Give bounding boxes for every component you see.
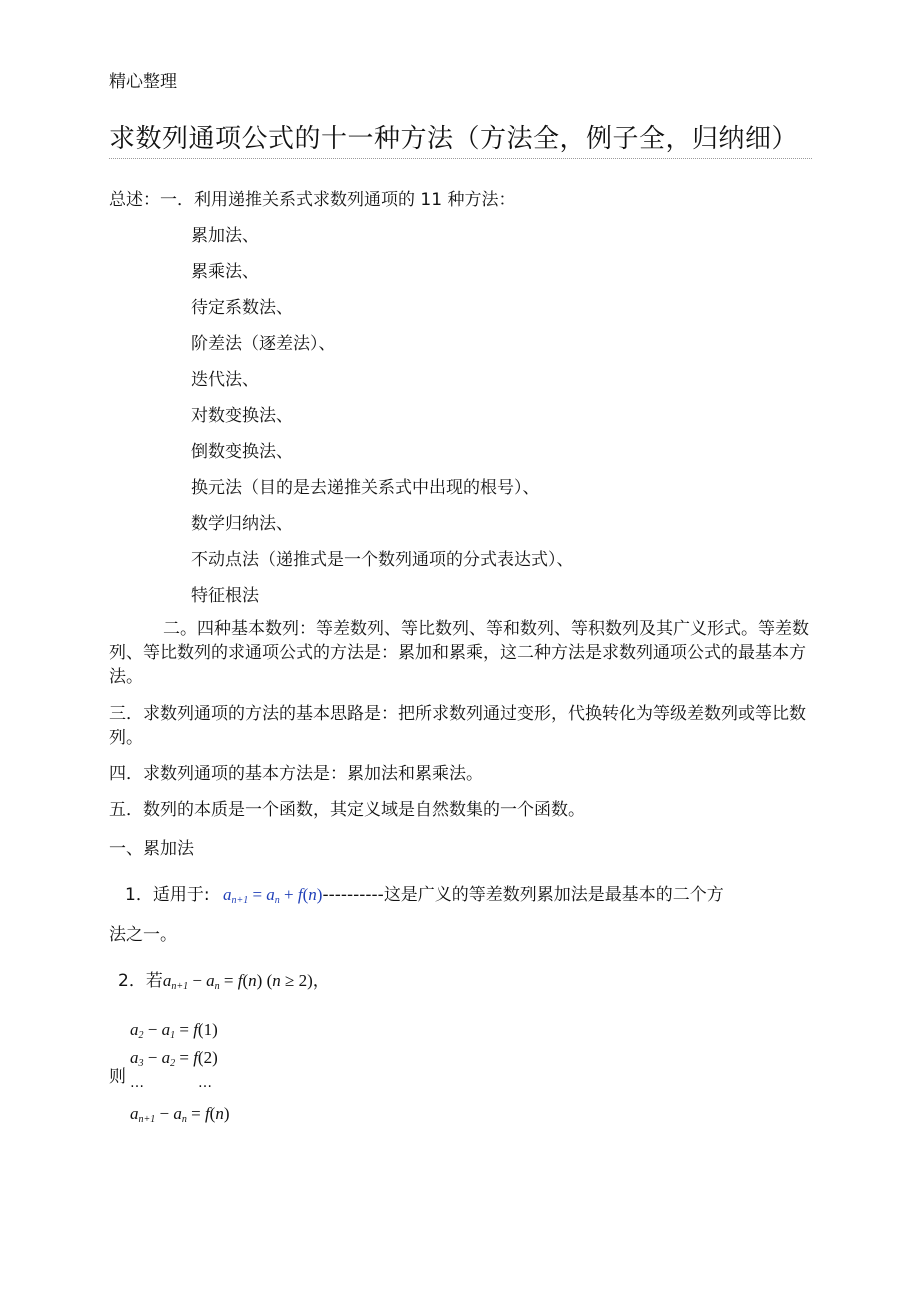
- summary-paragraph-4: 四．求数列通项的基本方法是：累加法和累乘法。: [109, 764, 483, 784]
- method-item: 不动点法（递推式是一个数列通项的分式表达式）、: [191, 550, 574, 570]
- formula-recurrence: $a_{n+1} = a_n + f(n)$: [222, 885, 323, 906]
- method-item: 倒数变换法、: [191, 442, 293, 462]
- equation-row: $a_2 - a_1 = f(1)$: [130, 1020, 218, 1041]
- item-2: [118, 966, 330, 992]
- section-heading: 一、累加法: [109, 839, 194, 859]
- item-1-prefix: 1．适用于:: [125, 885, 210, 905]
- method-item: 累加法、: [191, 226, 259, 246]
- header-note: 精心整理: [109, 72, 177, 92]
- method-item: 累乘法、: [191, 262, 259, 282]
- method-item: 迭代法、: [191, 370, 259, 390]
- equation-row: $a_3 - a_2 = f(2)$: [130, 1048, 218, 1069]
- summary-intro: 总述：一．利用递推关系式求数列通项的 11 种方法：: [109, 190, 516, 210]
- formula-condition: $a_{n+1} - a_n = f(n) (n \ge 2)$: [162, 971, 313, 992]
- item-1-continuation: 法之一。: [109, 925, 177, 945]
- item-1: [125, 880, 724, 906]
- document-title: 求数列通项公式的十一种方法（方法全，例子全，归纳细）: [109, 124, 799, 154]
- method-item: 待定系数法、: [191, 298, 293, 318]
- method-item: 对数变换法、: [191, 406, 293, 426]
- summary-paragraph-3: 三．求数列通项的方法的基本思路是：把所求数列通过变形，代换转化为等级差数列或等比数列。: [109, 704, 806, 748]
- item-1-text: 这是广义的等差数列累加法是最基本的二个方: [383, 885, 724, 905]
- method-item: 特征根法: [191, 586, 259, 606]
- ellipsis-left: …: [130, 1075, 144, 1091]
- summary-paragraph-2: 二。四种基本数列：等差数列、等比数列、等和数列、等积数列及其广义形式。等差数列、等比数列的求通项公式的方法是：累加和累乘，这二种方法是求数列通项公式的最基本方法。: [109, 619, 809, 687]
- item-1-dashes: ----------: [322, 885, 384, 905]
- method-item: 阶差法（逐差法）、: [191, 334, 336, 354]
- title-divider: [109, 158, 812, 159]
- method-item: 数学归纳法、: [191, 514, 293, 534]
- item-2-prefix: 2．若: [118, 971, 163, 991]
- then-label: 则: [109, 1067, 126, 1087]
- method-item: 换元法（目的是去递推关系式中出现的根号）、: [191, 478, 540, 498]
- ellipsis-right: …: [198, 1075, 212, 1091]
- item-2-suffix: ，: [312, 971, 330, 991]
- equation-row: $a_{n+1} - a_n = f(n)$: [130, 1104, 230, 1125]
- summary-paragraph-5: 五．数列的本质是一个函数，其定义域是自然数集的一个函数。: [109, 800, 585, 820]
